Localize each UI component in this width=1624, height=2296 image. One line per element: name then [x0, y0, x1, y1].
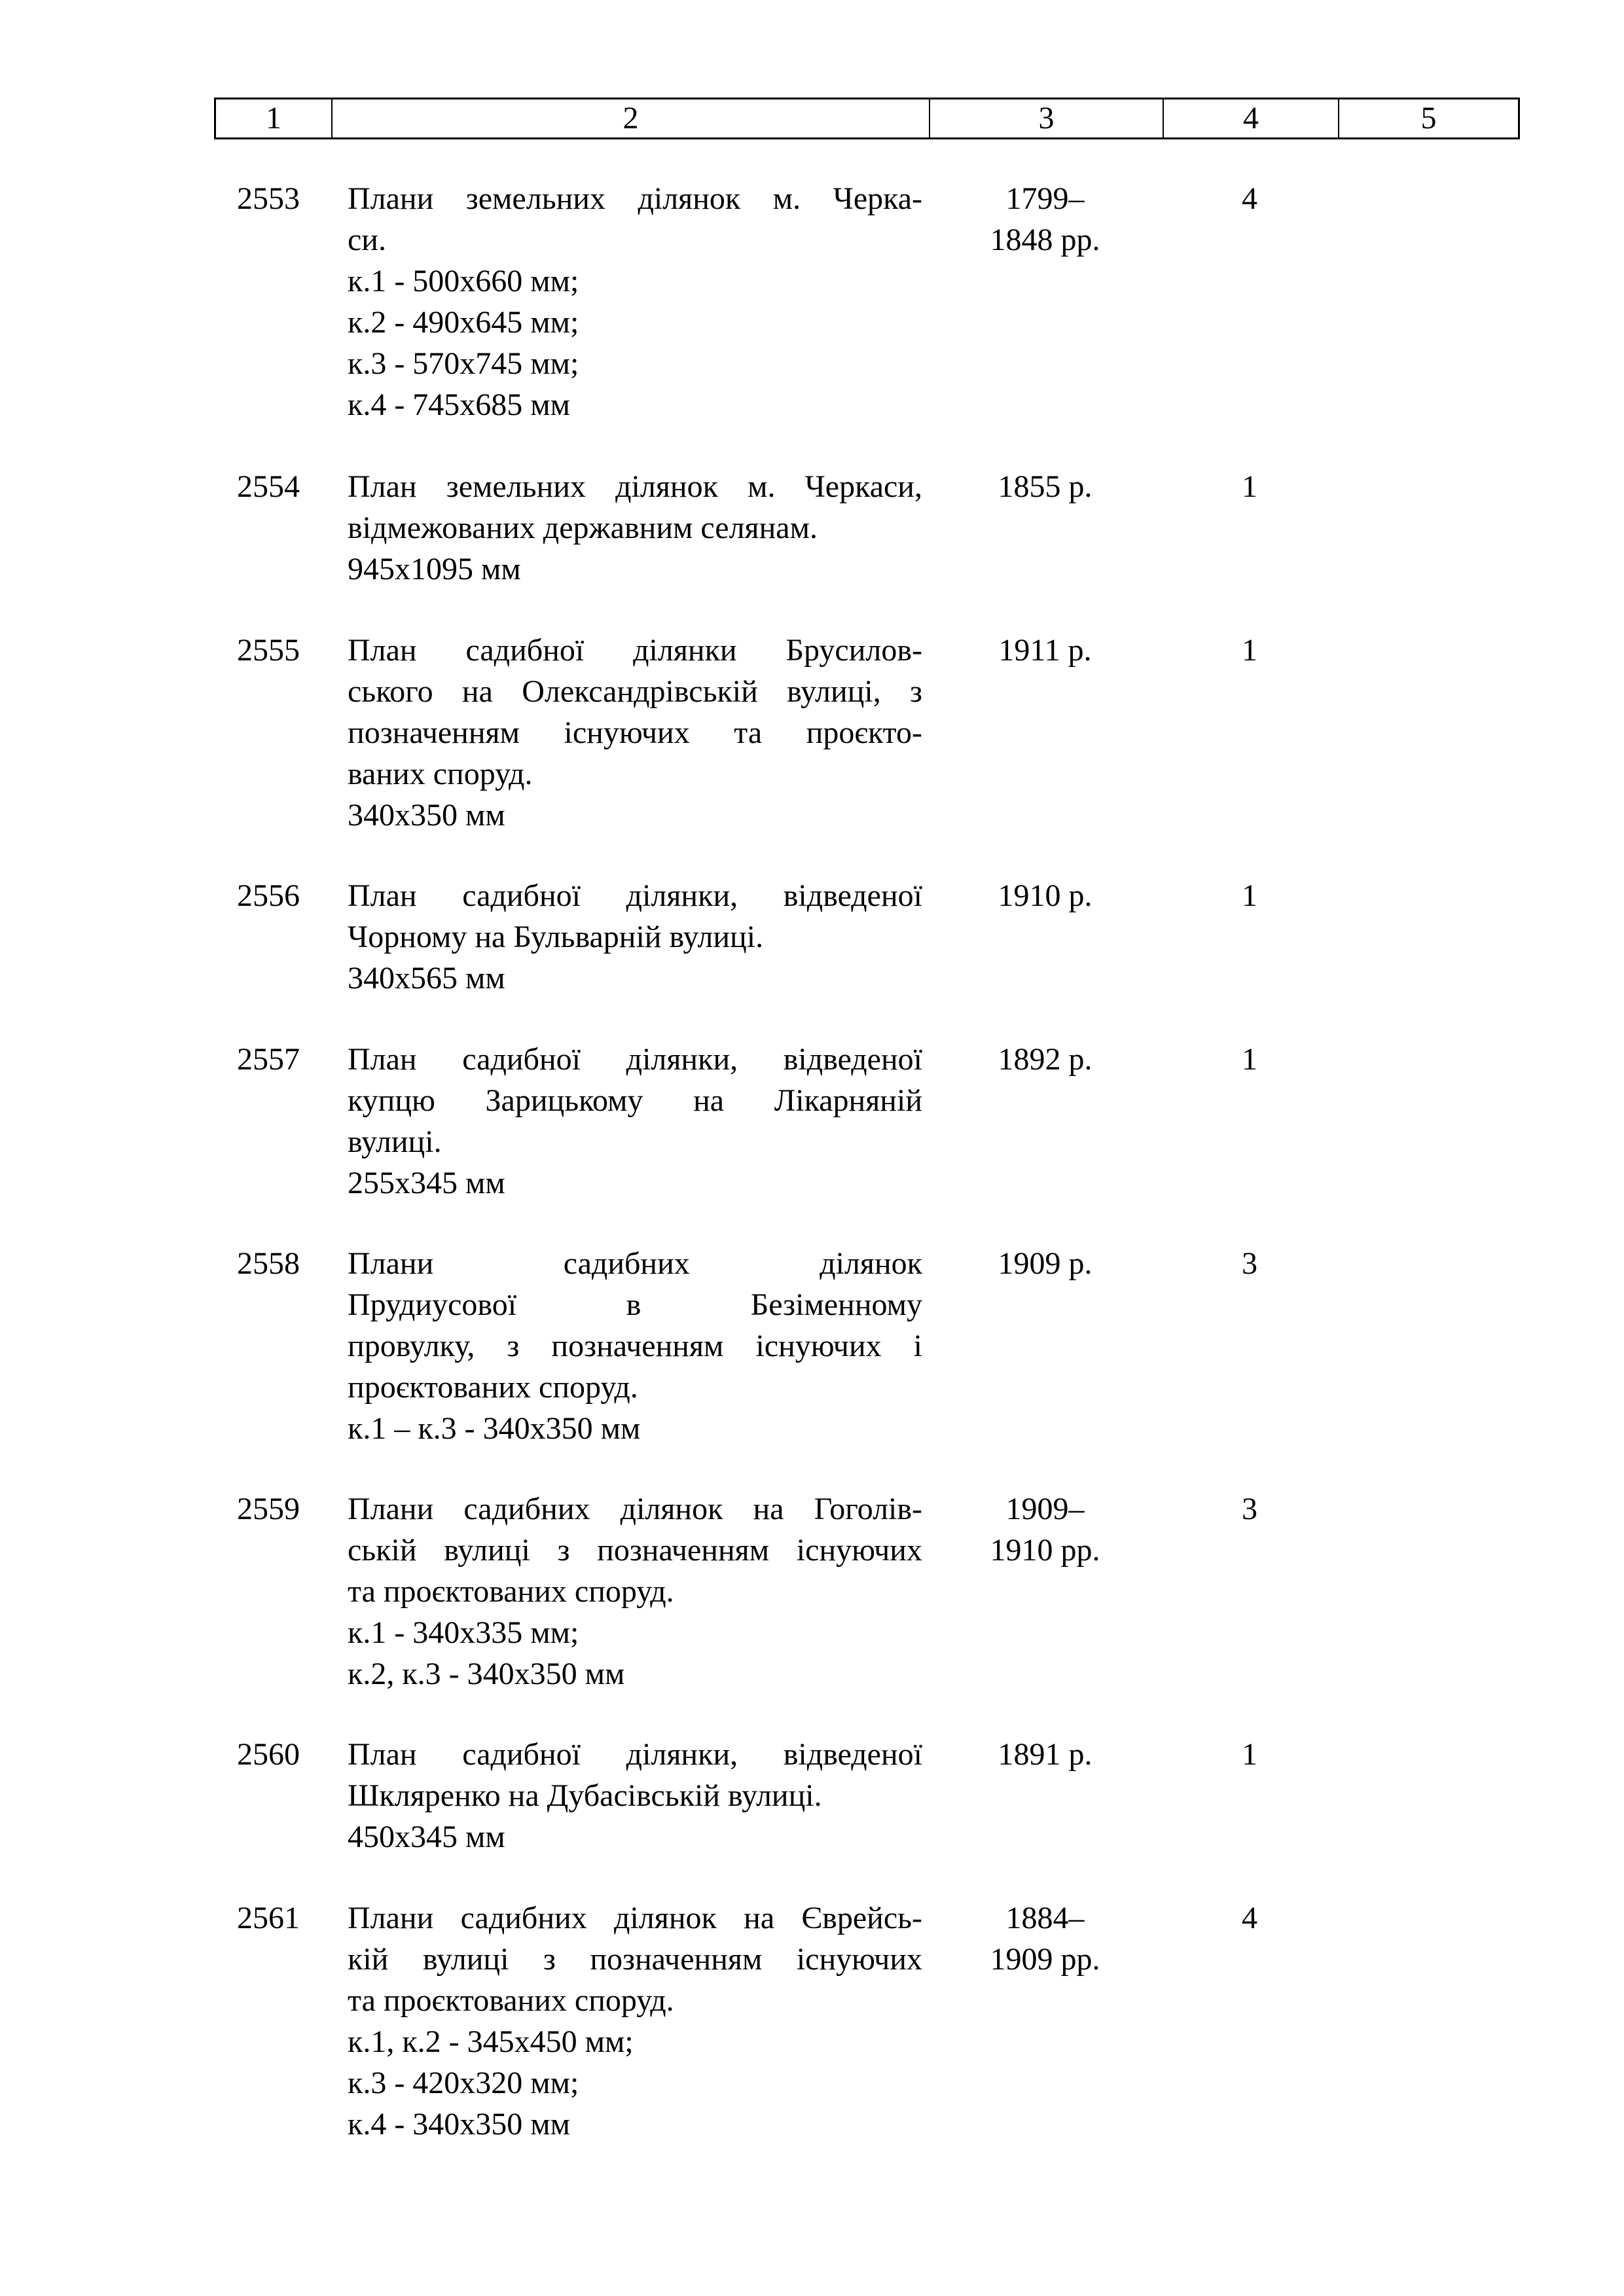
description-line: відмежованих державним селянам.	[348, 511, 818, 545]
description-line: План садибної ділянки, відведеної	[348, 1042, 922, 1077]
date-line: 1909–	[1005, 1492, 1085, 1526]
entry-sheet-count: 1	[1242, 1042, 1257, 1077]
entry-sheet-count: 1	[1242, 878, 1257, 913]
column-header-3: 3	[930, 99, 1164, 137]
description-line: ваних споруд.	[348, 757, 533, 791]
entry-description	[348, 875, 922, 999]
entry-sheet-count: 1	[1242, 633, 1257, 668]
date-line: 1911 р.	[998, 633, 1092, 668]
description-line: ській вулиці з позначенням існуючих	[348, 1533, 922, 1568]
description-line: Плани садибних ділянок на Єврейсь-	[348, 1901, 922, 1935]
date-line: 1909 рр.	[990, 1942, 1100, 1977]
entry-dates	[928, 1488, 1162, 1571]
description-line: вулиці.	[348, 1124, 442, 1159]
description-line: План садибної ділянки Брусилов-	[348, 633, 922, 668]
description-line: к.4 - 745х685 мм	[348, 387, 571, 422]
description-line: План садибної ділянки, відведеної	[348, 878, 922, 913]
description-line: 450х345 мм	[348, 1820, 505, 1854]
description-line: проєктованих споруд.	[348, 1370, 638, 1405]
entry-description	[348, 1243, 922, 1449]
entry-description	[348, 630, 922, 836]
entry-dates	[928, 466, 1162, 507]
entry-sheet-count: 1	[1242, 1737, 1257, 1772]
column-header-5: 5	[1420, 101, 1437, 135]
entry-number: 2558	[237, 1246, 300, 1281]
description-line: провулку, з позначенням існуючих і	[348, 1329, 922, 1363]
description-line: к.1 – к.3 - 340х350 мм	[348, 1411, 641, 1446]
entry-dates	[928, 1734, 1162, 1775]
description-line: 340х565 мм	[348, 961, 505, 996]
entry-sheet-count: 1	[1242, 469, 1257, 504]
entry-sheet-count: 4	[1242, 1901, 1257, 1935]
description-line: та проєктованих споруд.	[348, 1983, 674, 2018]
entry-description	[348, 1488, 922, 1695]
description-line: Плани садибних ділянок	[348, 1246, 922, 1281]
date-line: 1910 рр.	[990, 1533, 1100, 1568]
entry-number: 2560	[237, 1737, 300, 1772]
description-line: к.2 - 490х645 мм;	[348, 305, 579, 340]
entry-number: 2554	[237, 469, 300, 504]
description-line: План земельних ділянок м. Черкаси,	[348, 469, 922, 504]
entry-dates	[928, 1039, 1162, 1080]
entry-dates	[928, 1243, 1162, 1284]
entry-number: 2553	[237, 181, 300, 216]
entry-dates	[928, 630, 1162, 671]
entry-number: 2559	[237, 1492, 300, 1526]
entry-description	[348, 1039, 922, 1204]
date-line: 1909 р.	[998, 1246, 1092, 1281]
column-header-row	[214, 98, 1520, 139]
column-header-2: 2	[333, 99, 930, 137]
description-line: к.1 - 340х335 мм;	[348, 1615, 579, 1650]
column-header-4: 4	[1164, 99, 1339, 137]
entry-sheet-count: 3	[1242, 1492, 1257, 1526]
description-line: к.3 - 420х320 мм;	[348, 2066, 579, 2100]
entry-sheet-count: 4	[1242, 181, 1257, 216]
description-line: к.3 - 570х745 мм;	[348, 346, 579, 381]
description-line: ського на Олександрівській вулиці, з	[348, 674, 922, 709]
description-line: Шкляренко на Дубасівській вулиці.	[348, 1778, 822, 1813]
entry-description	[348, 1897, 922, 2145]
entry-description	[348, 178, 922, 425]
description-line: к.4 - 340х350 мм	[348, 2107, 571, 2142]
entry-dates	[928, 178, 1162, 260]
description-line: Плани земельних ділянок м. Черка-	[348, 181, 922, 216]
description-line: 340х350 мм	[348, 798, 505, 833]
description-line: позначенням існуючих та проєкто-	[348, 715, 922, 750]
entry-number: 2555	[237, 633, 300, 668]
description-line: 945х1095 мм	[348, 552, 521, 586]
entry-dates	[928, 875, 1162, 916]
date-line: 1884–	[1005, 1901, 1085, 1935]
description-line: к.2, к.3 - 340х350 мм	[348, 1657, 625, 1691]
description-line: Чорному на Бульварній вулиці.	[348, 920, 764, 954]
entry-number: 2557	[237, 1042, 300, 1077]
description-line: кій вулиці з позначенням існуючих	[348, 1942, 922, 1977]
date-line: 1892 р.	[998, 1042, 1092, 1077]
entry-dates	[928, 1897, 1162, 1980]
date-line: 1848 рр.	[990, 223, 1100, 257]
description-line: Прудиусової в Безіменному	[348, 1287, 922, 1322]
description-line: Плани садибних ділянок на Гоголів-	[348, 1492, 922, 1526]
date-line: 1891 р.	[998, 1737, 1092, 1772]
entry-sheet-count: 3	[1242, 1246, 1257, 1281]
description-line: к.1, к.2 - 345х450 мм;	[348, 2024, 634, 2059]
description-line: План садибної ділянки, відведеної	[348, 1737, 922, 1772]
entry-description	[348, 1734, 922, 1857]
entry-description	[348, 466, 922, 590]
entry-number: 2561	[237, 1901, 300, 1935]
entry-number: 2556	[237, 878, 300, 913]
description-line: 255х345 мм	[348, 1166, 505, 1200]
date-line: 1855 р.	[998, 469, 1092, 504]
description-line: купцю Зарицькому на Лікарняній	[348, 1083, 922, 1118]
description-line: та проєктованих споруд.	[348, 1574, 674, 1609]
date-line: 1910 р.	[998, 878, 1092, 913]
date-line: 1799–	[1005, 181, 1085, 216]
column-header-1: 1	[216, 99, 333, 137]
description-line: си.	[348, 223, 386, 257]
description-line: к.1 - 500х660 мм;	[348, 264, 579, 298]
